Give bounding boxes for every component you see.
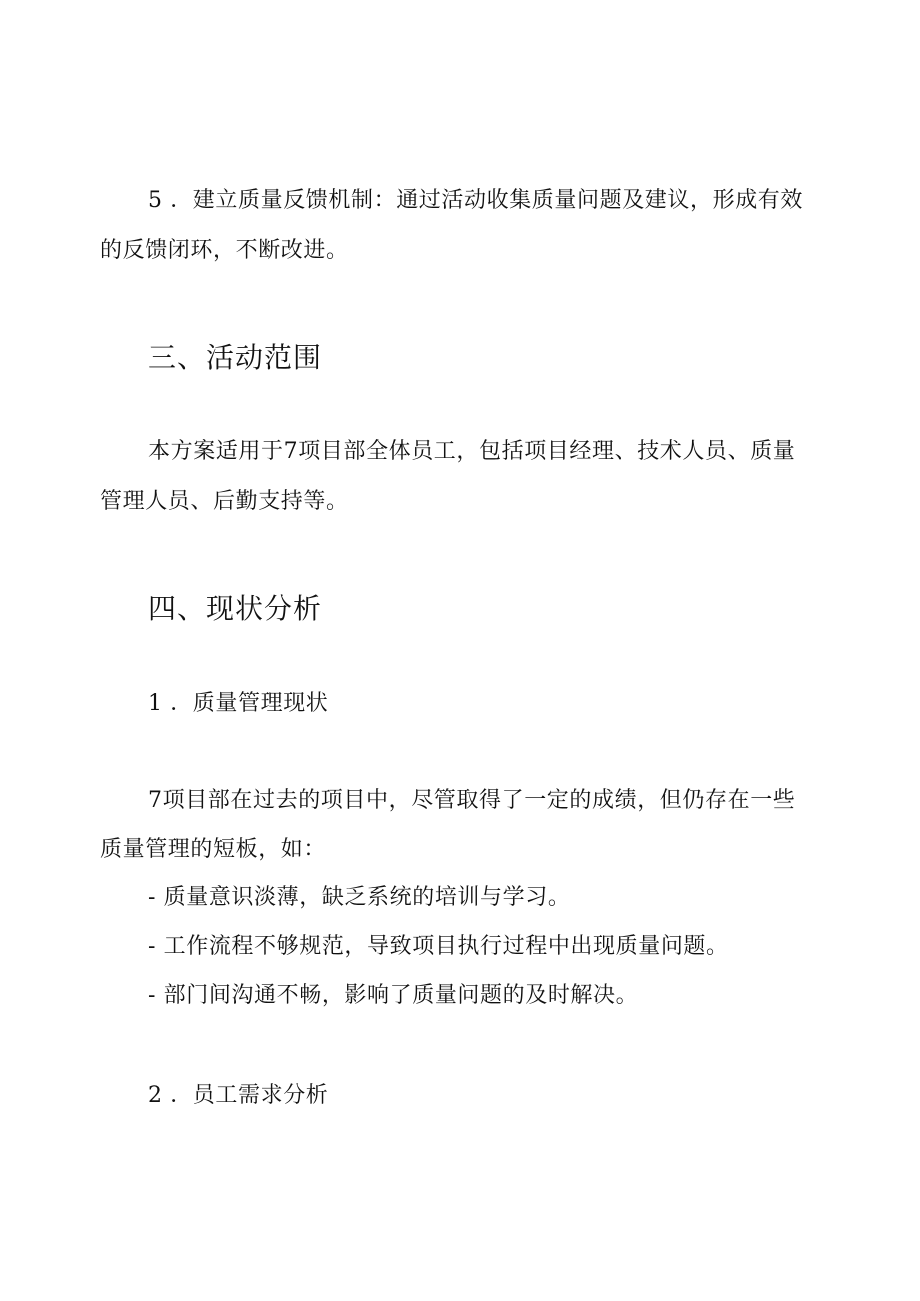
section-3-heading: 三、活动范围 bbox=[148, 341, 323, 374]
section-4-paragraph-line-1: 7项目部在过去的项目中，尽管取得了一定的成绩，但仍存在一些 bbox=[148, 788, 796, 813]
section-4-heading: 四、现状分析 bbox=[148, 592, 323, 625]
bullet-item: - 部门间沟通不畅，影响了质量问题的及时解决。 bbox=[148, 983, 639, 1008]
section-3-paragraph-line-2: 管理人员、后勤支持等。 bbox=[100, 489, 349, 514]
subsection-2-title: 2 ．员工需求分析 bbox=[148, 1083, 329, 1108]
section-3-paragraph-line-1: 本方案适用于7项目部全体员工，包括项目经理、技术人员、质量 bbox=[148, 439, 796, 464]
item-5-line-2: 的反馈闭环，不断改进。 bbox=[100, 238, 349, 263]
section-4-paragraph-line-2: 质量管理的短板，如： bbox=[100, 837, 327, 862]
item-5-line-1: 5 ．建立质量反馈机制：通过活动收集质量问题及建议，形成有效 bbox=[148, 188, 803, 213]
bullet-item: - 质量意识淡薄，缺乏系统的培训与学习。 bbox=[148, 885, 571, 910]
bullet-item: - 工作流程不够规范，导致项目执行过程中出现质量问题。 bbox=[148, 934, 729, 959]
subsection-1-title: 1 ．质量管理现状 bbox=[148, 691, 329, 716]
